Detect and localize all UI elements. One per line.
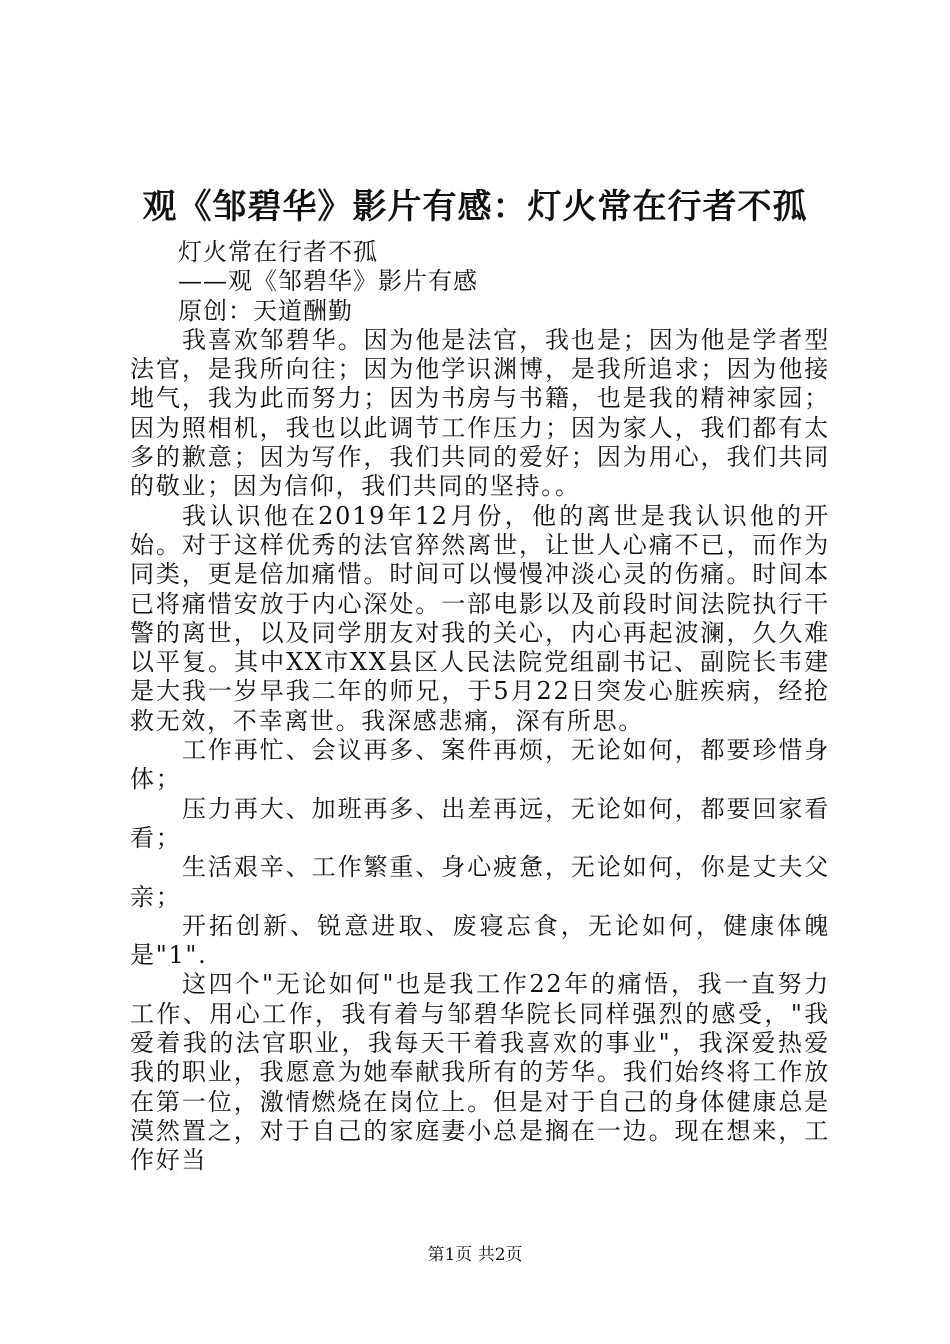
document-body [130, 238, 830, 1176]
subtitle-line-2: ——观《邹碧华》影片有感 [178, 267, 478, 296]
paragraph-2: 我认识他在2019年12月份，他的离世是我认识他的开始。对于这样优秀的法官猝然离世，让世人心痛不已，而作为同类，更是倍加痛惜。时间可以慢慢冲淡心灵的伤痛。时间本已将痛惜安放于内心深处。一部电影以及前段时间法院执行干警的离世，以及同学朋友对我的关心，内心再起波澜，久久难以平复。其中XX市XX县区人民法院党组副书记、副院长韦建是大我一岁早我二年的师兄，于5月22日突发心脏疾病，经抢救无效，不幸离世。我深感悲痛，深有所思。 [130, 501, 830, 735]
document-title: 观《邹碧华》影片有感：灯火常在行者不孤 [142, 187, 808, 227]
paragraph-3: 工作再忙、会议再多、案件再烦，无论如何，都要珍惜身体； [130, 736, 830, 794]
paragraph-4: 压力再大、加班再多、出差再远，无论如何，都要回家看看； [130, 794, 830, 852]
page-indicator: 第1页 共2页 [427, 1245, 523, 1265]
author-line: 原创：天道酬勤 [178, 296, 353, 325]
paragraph-6: 开拓创新、锐意进取、废寝忘食，无论如何，健康体魄是"1". [130, 911, 830, 970]
paragraph-1: 我喜欢邹碧华。因为他是法官，我也是；因为他是学者型法官，是我所向往；因为他学识渊博，是我所追求；因为他接地气，我为此而努力；因为书房与书籍，也是我的精神家园；因为照相机，我也以此调节工作压力；因为家人，我们都有太多的歉意；因为写作，我们共同的爱好；因为用心，我们共同的敬业；因为信仰，我们共同的坚持。。 [130, 325, 830, 501]
paragraph-5: 生活艰辛、工作繁重、身心疲惫，无论如何，你是丈夫父亲； [130, 853, 830, 911]
paragraph-7: 这四个"无论如何"也是我工作22年的痛悟，我一直努力工作、用心工作，我有着与邹碧华院长同样强烈的感受，"我爱着我的法官职业，我每天干着我喜欢的事业"，我深爱热爱我的职业，我愿意为她奉献我所有的芳华。我们始终将工作放在第一位，激情燃烧在岗位上。但是对于自己的身体健康总是漠然置之，对于自己的家庭妻小总是搁在一边。现在想来，工作好当 [130, 970, 830, 1175]
subtitle-line-1: 灯火常在行者不孤 [178, 238, 378, 266]
